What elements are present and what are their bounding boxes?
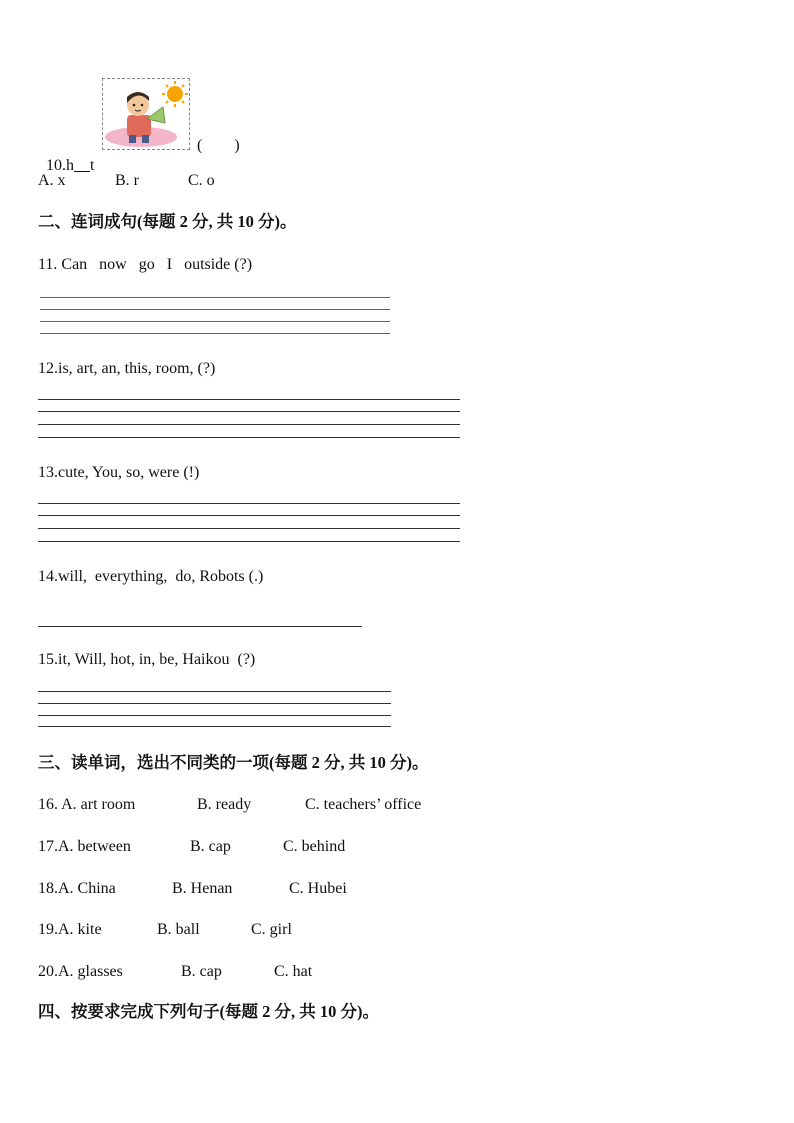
answer-line [38,691,391,692]
q18-option-c: C. Hubei [289,880,347,897]
section2-heading: 二、连词成句(每题 2 分, 共 10 分)。 [38,212,297,231]
q10-option-b: B. r [115,172,139,189]
answer-line [38,541,460,542]
q16-option-c: C. teachers’ office [305,796,422,813]
q19-option-c: C. girl [251,921,292,938]
answer-line [38,528,460,529]
hot-weather-picture [102,78,190,150]
q15-text: 15.it, Will, hot, in, be, Haikou (?) [38,651,256,668]
answer-line [40,321,390,322]
q10-blank: __ [74,157,90,174]
q10-option-c: C. o [188,172,215,189]
q11-text: 11. Can now go I outside (?) [38,256,253,273]
boy-fanning-in-sun-icon [103,79,189,149]
q18-option-a: 18.A. China [38,880,116,897]
answer-line [38,424,460,425]
q10-prompt [38,136,94,176]
answer-line [38,411,460,412]
q12-text: 12.is, art, an, this, room, (?) [38,360,216,377]
q16-option-b: B. ready [197,796,252,813]
answer-line [40,333,390,334]
q14-text: 14.will, everything, do, Robots (.) [38,568,264,585]
q19-option-a: 19.A. kite [38,921,102,938]
q10-option-a: A. x [38,172,66,189]
section3-heading: 三、读单词，选出不同类的一项(每题 2 分, 共 10 分)。 [38,753,429,772]
answer-line [40,297,390,298]
answer-line [38,715,391,716]
q17-option-a: 17.A. between [38,838,131,855]
answer-line [38,437,460,438]
answer-line [38,726,391,727]
q10-prefix: 10.h [46,157,74,174]
answer-line [38,703,391,704]
answer-line [40,309,390,310]
q10-suffix: t [90,157,95,174]
answer-line [38,399,460,400]
answer-line [38,515,460,516]
q19-option-b: B. ball [157,921,200,938]
answer-line [38,503,460,504]
section4-heading: 四、按要求完成下列句子(每题 2 分, 共 10 分)。 [38,1002,379,1021]
q20-option-c: C. hat [274,963,313,980]
q13-text: 13.cute, You, so, were (!) [38,464,200,481]
q17-option-c: C. behind [283,838,346,855]
q20-option-a: 20.A. glasses [38,963,123,980]
q18-option-b: B. Henan [172,880,233,897]
q10-answer-paren: ( ) [197,137,240,154]
answer-line [38,626,362,627]
q16-option-a: 16. A. art room [38,796,136,813]
q20-option-b: B. cap [181,963,222,980]
q17-option-b: B. cap [190,838,231,855]
